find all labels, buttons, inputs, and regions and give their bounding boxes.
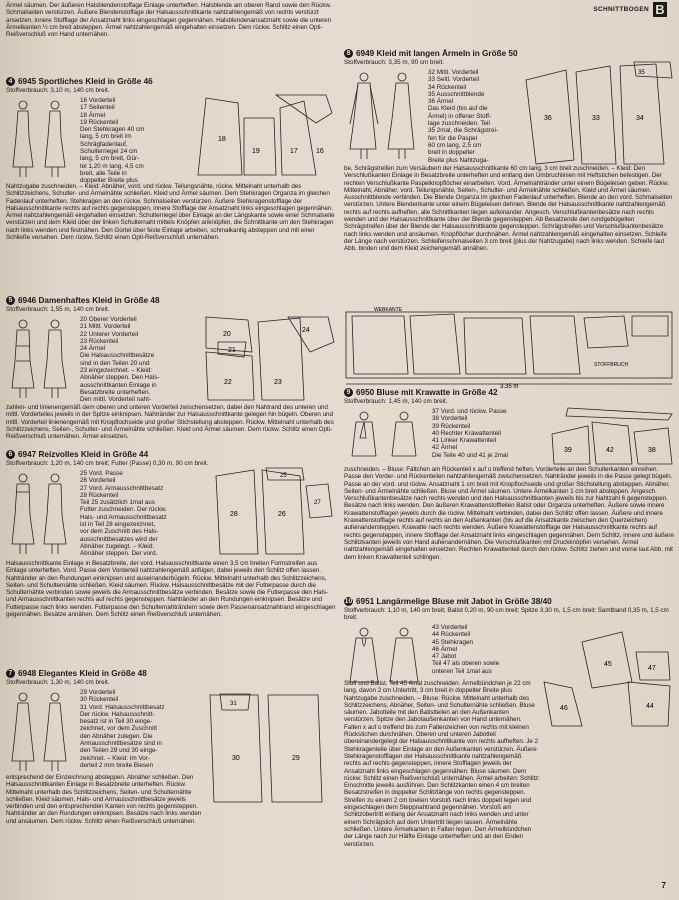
fabric-usage: Stoffverbrauch: 1,30 m, 140 cm breit.: [6, 679, 110, 686]
svg-text:42: 42: [606, 447, 614, 454]
fashion-figure-6946: [8, 316, 74, 400]
item-heading-6947: [6, 450, 148, 459]
fashion-figure-6950: [346, 408, 428, 458]
svg-text:44: 44: [646, 703, 654, 710]
svg-text:33: 33: [592, 115, 600, 122]
cutting-layout-6949: [344, 306, 676, 388]
item-heading-6951: [344, 597, 552, 606]
svg-text:26: 26: [278, 511, 286, 518]
item-title: Langärmelige Bluse mit Jabot in Größe 38/40: [376, 597, 552, 606]
pattern-diagram-6945: [176, 93, 336, 183]
svg-text:21: 21: [228, 347, 236, 354]
fashion-figure-6951: [346, 624, 428, 684]
parts-list-6945: 16 Vorderteil 17 Seitenteil 18 Ärmel 19 Rückenteil Den Stehkragen 40 cm lang, 5 cm breit im Schrägfadenlauf, Schulterriegel 24 cm lang, 5 cm breit, Gür- tel 1,20 m lang, 4,5 cm breit, alle Teile in doppelter Breite plus: [80, 97, 145, 185]
item-title: Sportliches Kleid in Größe 46: [38, 77, 153, 86]
item-code: 6947: [18, 450, 37, 459]
fabric-usage: Stoffverbrauch: 1,55 m, 140 cm breit.: [6, 306, 110, 313]
instructions-6950: zuschneiden. – Bluse: Fältchen am Rückenteil x auf o treffend heften. Vorderteile an den Schulterkanten einreihen. Passe den Vorder- und Rückenteilen nahtzahlengemäß zwischensetzen. Nahtränder jeweils in die Passe gelegt bügeln. Passe an der vord. und rückw. Ansatznaht 1 cm breit mit Knopflochseide und großer Stichstellung absteppen. Abnäher, Seiten- und Ärmelnähte schließen. Bluse und Ärmel säumen. Untere Ärmelkanten 1 cm breit absteppen. Angesch. Verschlußkantenbesätze nach rechts wenden und den Halsausschnittkanten jeweils bis zur Nahtzahl 6 gegensteppen. Besätze nach links wenden. Den äußeren Krawattenstoffteilen Batist oder Organza unterheften. Äußere sowie innere Krawattenstofflagen jeweils durch die rückw. Mittelnaht verbinden, dabei den Schlitz offen lassen. Äußere und innere Krawattenstofflage rechts auf rechts an den Außenkanten (bis auf die Ansatzkante zwischen den Querzeichen) aufeinandersteppen. Krawatte nach rechts wenden. Äußere Krawattenstofflage der Halsausschnittkante rechts auf rechts gegensteppen, innere Stofflage der Ansatznaht links eingeschlagen gegennähen. Dem Schlitz, innere und äußere Schlitzkanten jeweils von Hand aufeinandernähen. Die Verschlußkanten mit Druckknöpfen versehen. Ärmel nahtzahlengemäß eingehalten einsetzen. Rechten Krawattenteil durch den rückw. Schlitz ziehen und vorne laut Abb. mit dem linken Krawattenteil schlingen.: [344, 466, 674, 561]
item-code: 6946: [18, 296, 37, 305]
pattern-diagram-6947: [196, 466, 336, 558]
svg-text:28: 28: [230, 511, 238, 518]
svg-text:20: 20: [223, 331, 231, 338]
fabric-usage: Stoffverbrauch: 1,45 m, 140 cm breit.: [344, 398, 448, 405]
item-number: 10: [344, 598, 353, 605]
svg-text:38: 38: [648, 447, 656, 454]
svg-text:34: 34: [636, 115, 644, 122]
item-number: 6: [6, 450, 15, 459]
pattern-diagram-6951: [542, 622, 676, 732]
instructions-6946: zahlen- und linienengemäß dem oberen und unteren Vorderteil zwischensetzen, dabei den Nahtrand des unteren und mittl. Vorderteiles jeweils in der Spitze einknipsen. Nahtränder zur Halsausschnittkante gelegen hin bügeln. Oberen und mittl. Vorderteil linienengemäß mit Knopflochseide und großer Stichstellung absteppen. Rückw. Mittelnaht unterhalb des Schlitzzeichens, Seiten-, Schulter- und Ärmelnähte schließen. Kleid und Ärmel säumen. Dem rückw. Schlitz einen Opti-Reißverschluß unternähen. Ärmel einsetzen.: [6, 404, 334, 441]
item-title: Kleid mit langen Ärmeln in Größe 50: [376, 49, 518, 58]
item-title: Damenhaftes Kleid in Größe 48: [38, 296, 160, 305]
item-code: 6945: [18, 77, 37, 86]
svg-text:25: 25: [280, 473, 287, 479]
instructions-6948: entsprechend der Einzeichnung absteppen. Abnäher schließen. Den Halsausschnittkanten Einlage in Besatzbreite unterheften. Rückw. Mittelnaht unterhalb des Schlitzzeichens, Seiten- und Schulternähte schließen. Kleid säumen. Hals- und Armausschnittbesätze jeweils verbinden und den entsprechenden Kanten von rechts gegensteppen. Nahtränder an den Rundungen einknipsen. Besätze nach links wenden und ansäumen. Dem rückw. Schlitz einen Reißverschluß unternähen.: [6, 774, 202, 825]
fabric-usage: Stoffverbrauch: 3,10 m, 140 cm breit.: [6, 87, 110, 94]
parts-list-6948: 29 Vorderteil 30 Rückenteil 31 Vord. Halsausschnittbesatz Der rückw. Halsausschnitt- besatz ist in Teil 30 einge- zeichnet, vor dem Zuschnitt den Abnäher zulegen. Die Armausschnittbesätze sind in den Teilen 29 und 30 einge- zeichnet. – Kleid: Im Vor- derteil 2 mm breite Biesen: [80, 689, 165, 769]
page-number: 7: [661, 881, 666, 890]
fabric-usage: Stoffverbrauch: 1,10 m, 140 cm breit; Batist 0,20 m, 90 cm breit; Spitze 3,30 m, 1,5 cm breit; Samtband 0,35 m, 1,5 cm breit.: [344, 607, 669, 622]
svg-text:46: 46: [560, 705, 568, 712]
fabric-usage: Stoffverbrauch: 1,20 m, 140 cm breit; Futter (Passe) 0,30 m, 90 cm breit.: [6, 460, 209, 467]
item-number: 9: [344, 388, 353, 397]
item-number: 7: [6, 669, 15, 678]
parts-list-6946: 20 Oberer Vorderteil 21 Mittl. Vorderteil 22 Unterer Vorderteil 23 Rückenteil 24 Ärmel Die Halsausschnittbesätze sind in den Teilen 20 und 23 eingezeichnet. – Kleid: Abnäher steppen. Den Hals- ausschnittkanten Einlage in Besatzbreite unterheften. Den mittl. Vorderteil naht-: [80, 316, 160, 404]
fashion-figure-6949: [346, 69, 426, 161]
svg-text:30: 30: [232, 755, 240, 762]
parts-list-6951: 43 Vorderteil 44 Rückenteil 45 Stehkragen 46 Ärmel 47 Jabot Teil 47 als oberen sowie unteren Teil 1mal aus: [432, 624, 500, 675]
fashion-figure-6945: [8, 97, 74, 179]
selvage-label: WEBKANTE: [374, 307, 403, 313]
right-column: [342, 0, 679, 900]
svg-text:19: 19: [252, 148, 260, 155]
item-code: 6950: [356, 388, 375, 397]
item-title: Bluse mit Krawatte in Größe 42: [376, 388, 498, 397]
pattern-diagram-6946: [178, 312, 336, 404]
instructions-6947: Halsausschnittkante Einlage in Besatzbreite, der vord. Halsausschnittkante einen 3,5 cm breiten Formstreifen aus Einlage unterheften. Vord. Passe dem Vorderteil nahtzahlengemäß anfügen, dabei jeweils den Schlitz offen lassen. Nahtränder an den Rundungen einknipsen und auseinanderbügeln. Rückw. Mittelnaht unterhalb des Schlitzzeichens, Seiten- und Schulternähte schließen. Kleid säumen. Rückw. Halsausschnittbesätze mit der Futterpasse durch die Schulternähte verbinden sowie jeweils die Armausschnittbesätze verbinden. Besätze sowie die Futterpasse den Hals- und Armausschnittkanten rechts auf rechts gegensteppen. Nahtränder an den Rundungen einknipsen. Besätze und Futterpasse nach links wenden. Futterpasse den Schulternahträndern sowie dem Passenansatznahtrand eingeschlagen gegennähen. Besätze annähen. Dem Schlitz einen Reißverschluß unternähen.: [6, 560, 336, 619]
pattern-diagram-6949: [516, 60, 676, 168]
parts-list-6947: 25 Vord. Passe 26 Vorderteil 27 Vord. Armausschnittbesatz 28 Rückenteil Teil 25 zusätzlich 1mal aus Futter zuschneiden. Der rückw. Hals- und Armausschnittbesatz ist in Teil 28 eingezeichnet, vor dem Zuschnitt des Hals- ausschnittbesatzes wird der Abnäher zugelegt. – Kleid: Abnäher steppen. Der vord.: [80, 470, 167, 558]
item-heading-6950: [344, 388, 498, 397]
svg-text:36: 36: [544, 115, 552, 122]
item-number: 4: [6, 77, 15, 86]
svg-text:22: 22: [224, 379, 232, 386]
item-title: Elegantes Kleid in Größe 48: [38, 669, 147, 678]
length-label: 3,35 m: [500, 384, 519, 388]
svg-text:35: 35: [638, 70, 645, 76]
fashion-figure-6947: [8, 470, 74, 556]
instructions-6951: Stoff und Batist. Teil 45 4mal zuschneiden. Ärmelbündchen je 22 cm lang, davon 2 cm Untertritt, 3 cm breit in doppelter Breite plus Nahtzugabe zuschneiden. – Bluse: Rückw. Mittelnaht unterhalb des Schlitzzeichens, Abnäher, Seiten- und Schulternähte schließen. Bluse säumen. Jabotteile mit den Batistteilen an den Außenkanten verstürzen. Spitze den Jabotaußenkanten von Hand unternähen. Falten x auf o treffend bis zum Faltenzeichen von rechts mit kleinen Rückstichen durchnähen. Oberen und unteren Jabotteil übereinandergelegt der Halsausschnittkante von rechts aufheften. Je 2 Stehkragenteile über Einlage an den Außenkanten verstürzen. Äußere Stehkragenstofflagen der Halsausschnittkante nahtzahlengemäß rechts auf rechts gegensteppen, innere Stofflagen jeweils der Ansatznaht links eingeschlagen gegennähen. Bluse säumen. Dem rückw. Schlitz einen Reißverschluß unternähen. Ärmel arbeiten: Schlitz: Einschnitte jeweils ausführen. Den Schlitzkanten einen 4 cm breiten Besatzstreifen in doppelter Schlitzlänge von rechts gegensteppen. Streifen zu einem 2 cm breiten Vorstoß nach links doppelt legen und eingeschlagen dem Steppnahtrand gegennähen. Vorstoß am Schlitzobertritt entlang der Ansatznaht nach links wenden und unter einem Schrägstich auf dem Untertritt liegen lassen. Ärmelnähte schließen. Untere Ärmelkanten in Falten legen. Den Ärmelbündchen der Länge nach zur Hälfte Einlage unterheften und an den Enden verstürzen.: [344, 680, 540, 848]
instructions-6949: be, Schrägstreifen zum Versäubern der Halsausschnittkante 60 cm lang, 3 cm breit zuschneiden. – Kleid: Den Verschlußkanten Einlage in Besatzbreite unterheften und entlang den Umbruchlinien mit Heftstichen befestigen. Der rechten Verschlußkante Paspelknopflöcher einarbeiten. Vord. Ärmelnahtränder unter einem Bügeleisen geben. Rückw. Mittelnaht, Abnäher, vord. Teilungsnähte, Seiten-, Schulter- und Ärmelnähte schließen. Kleid und Ärmel säumen. Ausschnittblende verbinden. Die Blende Organza im gleichen Fadenlauf unterheften. Blende an den vord. Schmalseiten verstürzen. Untere Blendenkante unter einem Bügeleisen dehnen. Blende der Halsausschnittkante nahtzahlengemäß rechts auf rechts aufheften, alle Schnittkanten liegen aufeinander. Angesch. Verschlußkantenbesätze nach rechts wenden und der Halsausschnittkante über der Blende gegensteppen. Ab Besatzende den rundgebügelten Schrägstreifen über der Blende der Halsausschnittkante gegensteppen. Schrägstreifen und Verschlußkantenbesätze nach links wenden und ansäumen. Knopflöcher durchnähen. Ärmel nahtzahlengemäß eingehalten einsetzen. Schleife der Länge nach verstürzen. Schleifenschmalseiten 3 cm breit (plus der Nahtzugabe) nach links wenden. Schleife laut Abb. binden und dem Kleid zeichengemäß annähen.: [344, 165, 673, 253]
parts-list-6950: 37 Vord. und rückw. Passe 38 Vorderteil 39 Rückenteil 40 Rechter Krawattenteil 41 Linker Krawattenteil 42 Ärmel Die Teile 40 und 41 je 2mal: [432, 408, 508, 459]
pattern-diagram-6950: [548, 404, 676, 466]
item-title: Reizvolles Kleid in Größe 44: [38, 450, 149, 459]
item-heading-6946: [6, 296, 160, 305]
item-heading-6949: [344, 49, 518, 58]
pattern-diagram-6948: [200, 690, 336, 810]
svg-text:31: 31: [230, 701, 237, 707]
item-heading-6945: [6, 77, 153, 86]
fold-label: STOFFBRUCH: [594, 362, 629, 368]
instructions-6945: Nahtzugabe zuschneiden. – Kleid: Abnäher, vord. und rückw. Teilungsnähte, rückw. Mittelnaht unterhalb des Schlitzzeichens, Schulter- und Ärmelnähte schließen. Kleid und Ärmel säumen. Dem Stehkragen Organza im gleichen Fadenlauf unterheften. Stehkragen an den rückw. Schmalseiten verstürzen. Äußere Stehkragenstofflage der Halsausschnittkante rechts auf rechts gegensteppen, innere Stofflage der Ansatznaht links eingeschlagen gegennähen. Ärmel nahtzahlengemäß eingehalten einsetzen. Schulterriegel über Einlage an der Längskante sowie einer Schmalseite verstürzen und dem Kleid über der linken Schulternaht mittels Knöpfen anknöpfen, die Schnittkante um den Stehkragen nach links wenden und festnähen. Den Gürtel über feste Einlage arbeiten, schmalkantig absteppen und mit einer Schließe versehen. Dem rückw. Schlitz einen Opti-Reißverschluß unternähen.: [6, 183, 335, 242]
item-code: 6949: [356, 49, 375, 58]
svg-text:27: 27: [314, 500, 321, 506]
item-code: 6948: [18, 669, 37, 678]
intro-paragraph: Ärmel säumen. Der äußeren Halsblendenstoffage Einlage unterheften. Halsblende am oberen Rand sowie den Rückw. Schmalseiten verstürzen. Äußere Blendenstoffage der Halsausschnittkante nahtzahlengemäß von rechts verstürzt ansetzen, innere Stofflage der Ansatznaht links eingeschlagen gegennähen. Halsblendenansatznaht sowie die unteren Ärmelkanten ½ cm breit absteppen. Ärmel nahtzahlengemäß eingehalten einsetzen. Dem rückw. Schlitz einen Opti-Reißverschluß von Hand unternähen.: [6, 2, 332, 39]
svg-text:47: 47: [648, 665, 656, 672]
section-letter: B: [653, 2, 667, 17]
fabric-usage: Stoffverbrauch: 3,35 m, 90 cm breit.: [344, 59, 444, 66]
svg-text:16: 16: [316, 148, 324, 155]
svg-text:29: 29: [292, 755, 300, 762]
item-number: 8: [344, 49, 353, 58]
svg-text:18: 18: [218, 136, 226, 143]
item-heading-6948: [6, 669, 147, 678]
section-label: SCHNITTBOGEN: [593, 6, 649, 13]
svg-text:45: 45: [604, 661, 612, 668]
item-number: 5: [6, 296, 15, 305]
fashion-figure-6948: [8, 689, 74, 773]
svg-text:17: 17: [290, 148, 298, 155]
svg-text:24: 24: [302, 327, 310, 334]
item-code: 6951: [356, 597, 375, 606]
svg-text:39: 39: [564, 447, 572, 454]
parts-list-6949: 32 Mittl. Vorderteil 33 Seitl. Vorderteil 34 Rückenteil 35 Ausschnittblende 36 Ärmel Das Kleid (bis auf die Ärmel) in offener Stoff- lage zuschneiden. Teil 35 2mal, die Schrägstrei- fen für die Paspel 60 cm lang, 2,5 cm breit in doppelter Breite plus Nahtzuga-: [428, 69, 498, 164]
svg-text:23: 23: [274, 379, 282, 386]
